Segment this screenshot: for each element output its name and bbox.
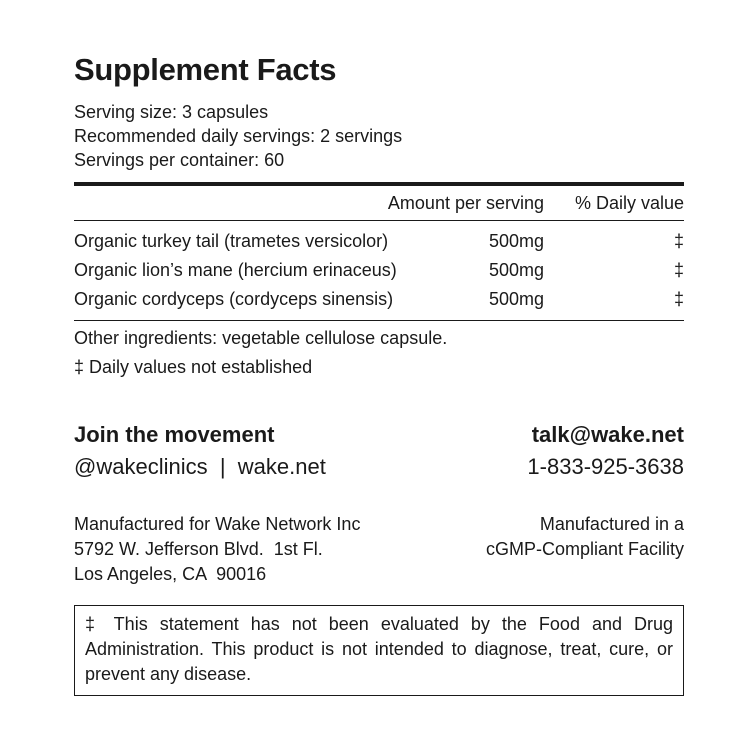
ingredient-dv: ‡ <box>673 231 684 251</box>
phone-number[interactable]: 1-833-925-3638 <box>527 454 684 479</box>
manufacturer-section <box>74 512 684 587</box>
email-link[interactable]: talk@wake.net <box>531 422 684 447</box>
daily-servings: Recommended daily servings: 2 servings <box>74 126 403 146</box>
page-title: Supplement Facts <box>74 52 337 87</box>
ingredient-dv: ‡ <box>673 289 684 309</box>
table-row <box>74 227 684 256</box>
join-heading: Join the movement <box>74 422 275 447</box>
header-amount: Amount per serving <box>387 192 544 213</box>
serving-size: Serving size: 3 capsules <box>74 102 269 122</box>
table-header <box>74 186 684 220</box>
table-row <box>74 285 684 314</box>
manufacturer-city: Los Angeles, CA 90016 <box>74 564 267 584</box>
ingredient-name: Organic turkey tail (trametes versicolor) <box>74 231 389 251</box>
servings-per-container: Servings per container: 60 <box>74 150 285 170</box>
ingredient-amount: 500mg <box>488 289 544 309</box>
fda-disclaimer: ‡ This statement has not been evaluated by the Food and Drug Administration. This product is not intended to diagnose, treat, cure, or prevent any disease. <box>74 605 684 696</box>
daily-value-note: ‡ Daily values not established <box>74 357 313 377</box>
manufacturer-name: Manufactured for Wake Network Inc <box>74 514 361 534</box>
ingredient-amount: 500mg <box>488 231 544 251</box>
ingredient-dv: ‡ <box>673 260 684 280</box>
supplement-label <box>74 52 684 696</box>
ingredient-name: Organic cordyceps (cordyceps sinensis) <box>74 289 394 309</box>
other-ingredients: Other ingredients: vegetable cellulose capsule. <box>74 328 448 348</box>
facility-line-1: Manufactured in a <box>539 514 684 534</box>
social-handles: @wakeclinics | wake.net <box>74 454 326 479</box>
ingredient-name: Organic lion’s mane (hercium erinaceus) <box>74 260 397 280</box>
facility-line-2: cGMP-Compliant Facility <box>485 539 684 559</box>
header-daily-value: % Daily value <box>574 192 684 213</box>
ingredient-amount: 500mg <box>488 260 544 280</box>
table-row <box>74 256 684 285</box>
manufacturer-address: 5792 W. Jefferson Blvd. 1st Fl. <box>74 539 323 559</box>
contact-section <box>74 420 684 482</box>
ingredients-table <box>74 221 684 320</box>
divider <box>74 320 684 321</box>
